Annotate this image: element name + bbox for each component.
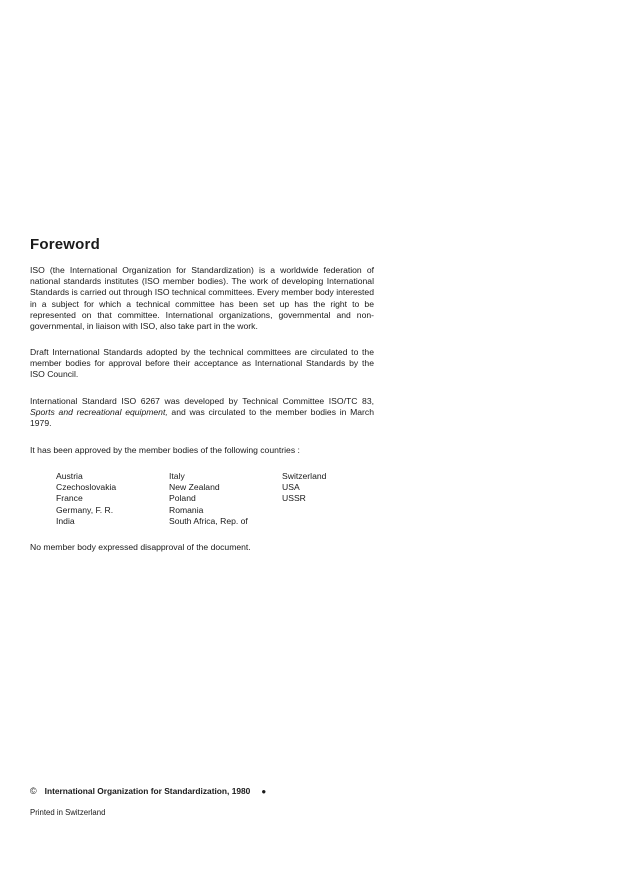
copyright-text: International Organization for Standardization, 1980 (44, 786, 251, 796)
paragraph-iso-intro: ISO (the International Organization for Standardization) is a worldwide federation of national standards institutes (ISO member bodies). The work of developing International Standards is carried out through ISO technical committees. Every member body interested in a subject for which a technical committee has been set up has the right to be represented on that committee. International organizations, governmental and non-governmental, in liaison with ISO, also take part in the work. (30, 265, 374, 332)
countries-column-2 (169, 471, 282, 527)
country-item: New Zealand (169, 482, 220, 493)
copyright-line (30, 786, 266, 796)
paragraph-standard-development (30, 396, 374, 430)
page-title: Foreword (30, 236, 100, 253)
country-item: Italy (169, 471, 185, 481)
printed-in-note: Printed in Switzerland (30, 808, 106, 817)
countries-column-1 (56, 471, 169, 527)
paragraph-approval: It has been approved by the member bodies of the following countries : (30, 445, 300, 455)
country-item: Romania (169, 504, 204, 515)
paragraph3-text-before: International Standard ISO 6267 was developed by Technical Committee ISO/TC 83, (30, 396, 374, 406)
countries-column-3 (282, 471, 382, 527)
country-item: USA (282, 482, 300, 493)
country-item: Austria (56, 471, 83, 481)
paragraph3-italic-committee-title: Sports and recreational equipment, (30, 407, 168, 418)
bullet-icon: ● (261, 786, 267, 796)
country-item: Germany, F. R. (56, 504, 114, 515)
country-item: Switzerland (282, 471, 327, 481)
copyright-icon: © (30, 786, 37, 796)
country-item: Poland (169, 493, 196, 504)
paragraph-no-disapproval: No member body expressed disapproval of the document. (30, 542, 251, 552)
country-item: Czechoslovakia (56, 482, 117, 493)
country-item: France (56, 493, 83, 504)
country-item: India (56, 515, 75, 526)
countries-list (56, 471, 382, 527)
country-item: USSR (282, 493, 306, 504)
paragraph-draft-standards: Draft International Standards adopted by the technical committees are circulated to the member bodies for approval before their acceptance as International Standards by the ISO Council. (30, 347, 374, 380)
country-item: South Africa, Rep. of (169, 515, 248, 526)
paragraph3-text-after: and was circulated to the member bodies in March 1979. (30, 407, 374, 429)
